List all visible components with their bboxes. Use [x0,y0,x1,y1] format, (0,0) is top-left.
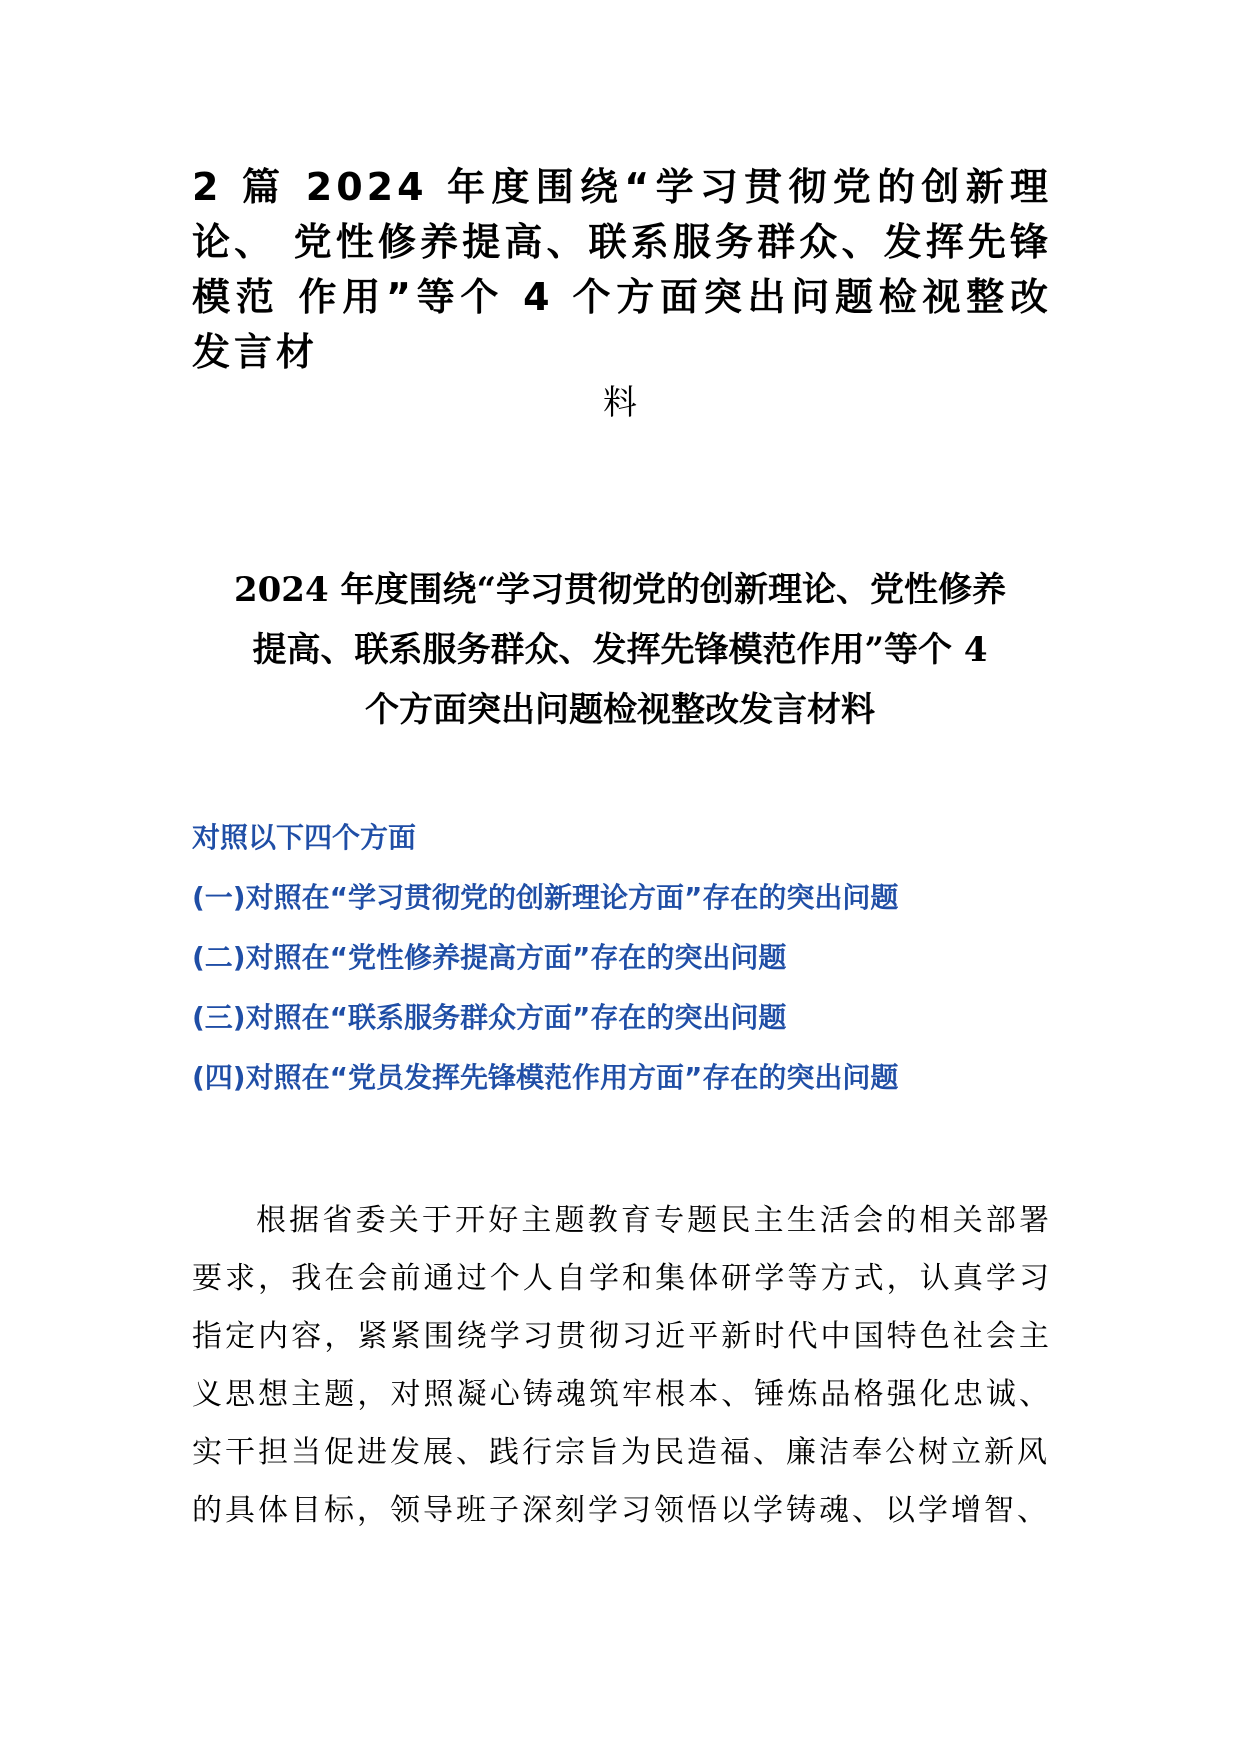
body-paragraph: 根据省委关于开好主题教育专题民主生活会的相关部署要求，我在会前通过个人自学和集体研学等方式，认真学习指定内容，紧紧围绕学习贯彻习近平新时代中国特色社会主义思想主题，对照凝心铸魂筑牢根本、锤炼品格强化忠诚、 实干担当促进发展、践行宗旨为民造福、廉洁奉公树立新风 [192,1203,1052,1470]
sub-title [180,560,1060,740]
body-text [192,1192,1052,1540]
aspect-item: (一)对照在“学习贯彻党的创新理论方面”存在的突出问题 [192,881,899,914]
sub-title-line: 提高、联系服务群众、发挥先锋模范作用”等个 4 [252,630,988,670]
aspects-heading: 对照以下四个方面 [192,821,417,854]
aspect-item: (四)对照在“党员发挥先锋模范作用方面”存在的突出问题 [192,1061,899,1094]
body-continuation: 的具体目标，领导班子深刻学习领悟以学铸魂、以学增智、 [192,1493,1050,1528]
aspect-item: (二)对照在“党性修养提高方面”存在的突出问题 [192,941,787,974]
aspects-list [192,818,1092,1118]
sub-title-line: 2024 年度围绕“学习贯彻党的创新理论、党性修养 [233,570,1007,610]
main-title-tail: 料 [603,383,637,423]
sub-title-line: 个方面突出问题检视整改发言材料 [365,690,875,730]
aspect-item: (三)对照在“联系服务群众方面”存在的突出问题 [192,1001,787,1034]
main-title: 2 篇 2024 年度围绕“学习贯彻党的创新理论、 党性修养提高、联系服务群众、发挥先锋模范 作用”等个 4 个方面突出问题检视整改发言材 [192,165,1052,374]
